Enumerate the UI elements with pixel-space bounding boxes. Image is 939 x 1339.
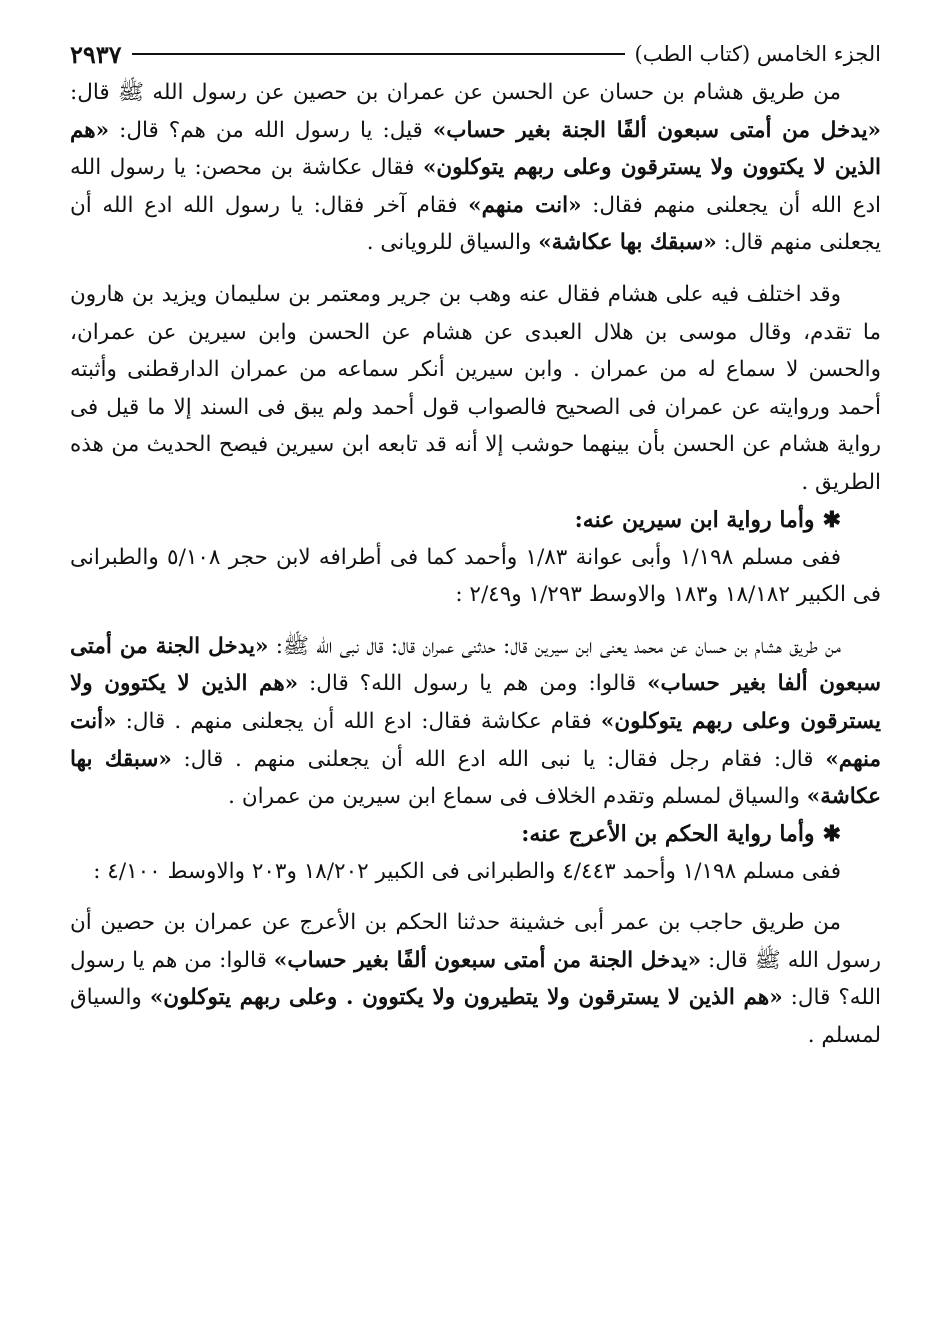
paragraph-gap <box>70 614 881 628</box>
paragraph <box>70 74 881 262</box>
paragraph <box>70 853 881 891</box>
text-run: قالوا: من هم يا رسول الله؟ قال: <box>70 947 881 1011</box>
hadith-quote: «سبقك بها عكاشة» <box>538 230 717 256</box>
text-run: فقام عكاشة فقال: ادع الله أن يجعلنى منهم . قال: <box>116 708 601 734</box>
text-run: من طريق هشام بن حسان عن الحسن عن عمران بن حصين عن رسول الله ﷺ قال: <box>70 80 841 105</box>
text-run: وقد اختلف فيه على هشام فقال عنه وهب بن جرير ومعتمر بن سليمان ويزيد بن هارون ما تقدم، وقال موسى بن هلال العبدى عن هشام عن الحسن وابن سيرين عن عمران، والحسن لا سماع له من عمران . وابن سيرين أنكر سماعه من عمران الدارقطنى وأثبته أحمد وروايته عن عمران فى الصحيح فالصواب قول أحمد ولم يبق فى السند إلا ما قيل فى رواية هشام عن الحسن بأن بينهما حوشب إلا أنه قد تابعه ابن سيرين فيصح الحديث من هذه الطريق . <box>70 281 881 495</box>
page-header <box>70 34 881 74</box>
paragraph-gap <box>70 890 881 904</box>
hadith-quote: «أنت منهم» <box>70 708 881 772</box>
text-run: قيل: يا رسول الله من هم؟ قال: <box>109 117 433 143</box>
hadith-quote: «يدخل الجنة من أمتى سبعون ألفا بغير حساب» <box>70 633 881 697</box>
section-heading-text: وأما رواية الحكم بن الأعرج عنه: <box>521 820 815 847</box>
hadith-quote: «هم الذين لا يسترقون ولا يتطيرون ولا يكتوون . وعلى ربهم يتوكلون» <box>149 985 783 1011</box>
paragraph <box>70 276 881 502</box>
asterisk-icon: ✱ <box>822 506 841 533</box>
hadith-quote: «هم الذين لا يكتوون ولا يسترقون وعلى ربهم يتوكلون» <box>70 671 881 734</box>
text-run: ففى مسلم ١/١٩٨ وأحمد ٤/٤٤٣ والطبرانى فى الكبير ١٨/٢٠٢ و٢٠٣ والاوسط ٤/١٠٠ : <box>93 858 841 884</box>
section-heading <box>70 502 881 539</box>
text-run: والسياق لمسلم . <box>70 985 881 1049</box>
hadith-quote: «هم الذين لا يكتوون ولا يسترقون وعلى ربهم يتوكلون» <box>70 117 881 181</box>
hadith-quote: «يدخل الجنة من أمتى سبعون ألفًا بغير حساب» <box>273 947 702 973</box>
page-number: ٢٩٣٧ <box>70 39 122 69</box>
header-rule <box>132 53 625 55</box>
hadith-quote: «يدخل من أمتى سبعون ألفًا الجنة بغير حساب» <box>432 117 881 143</box>
text-run: من طريق حاجب بن عمر أبى خشينة حدثنا الحكم بن الأعرج عن عمران بن حصين أن رسول الله ﷺ قال: <box>70 910 881 973</box>
asterisk-icon: ✱ <box>822 820 841 847</box>
text-run: من طريق هشام بن حسان عن محمد يعنى ابن سيرين قال: حدثنى عمران قال: قال نبى الله ﷺ: <box>268 633 841 659</box>
page-body <box>70 74 881 1055</box>
paragraph-gap <box>70 262 881 276</box>
text-run: قال: فقام رجل فقال: يا نبى الله ادع الله أن يجعلنى منهم . قال: <box>171 746 826 772</box>
paragraph <box>70 539 881 614</box>
text-run: فقام آخر فقال: يا رسول الله ادع الله أن يجعلنى منهم قال: <box>70 192 881 256</box>
text-run: والسياق للرويانى . <box>366 230 539 256</box>
text-run: فقال عكاشة بن محصن: يا رسول الله ادع الله أن يجعلنى منهم فقال: <box>70 155 881 218</box>
hadith-quote: «سبقك بها عكاشة» <box>70 746 881 810</box>
section-heading-text: وأما رواية ابن سيرين عنه: <box>574 506 815 533</box>
hadith-quote: «انت منهم» <box>468 192 582 218</box>
paragraph <box>70 904 881 1054</box>
text-run: قالوا: ومن هم يا رسول الله؟ قال: <box>298 671 648 697</box>
section-heading <box>70 816 881 853</box>
running-title: الجزء الخامس (كتاب الطب) <box>634 42 881 66</box>
paragraph <box>70 628 881 816</box>
text-run: والسياق لمسلم وتقدم الخلاف فى سماع ابن سيرين من عمران . <box>228 784 807 810</box>
text-run: ففى مسلم ١/١٩٨ وأبى عوانة ١/٨٣ وأحمد كما فى أطرافه لابن حجر ٥/١٠٨ والطبرانى فى الكبير ١٨/١٨٢ و١٨٣ والاوسط ١/٢٩٣ و٢/٤٩ : <box>70 544 881 608</box>
